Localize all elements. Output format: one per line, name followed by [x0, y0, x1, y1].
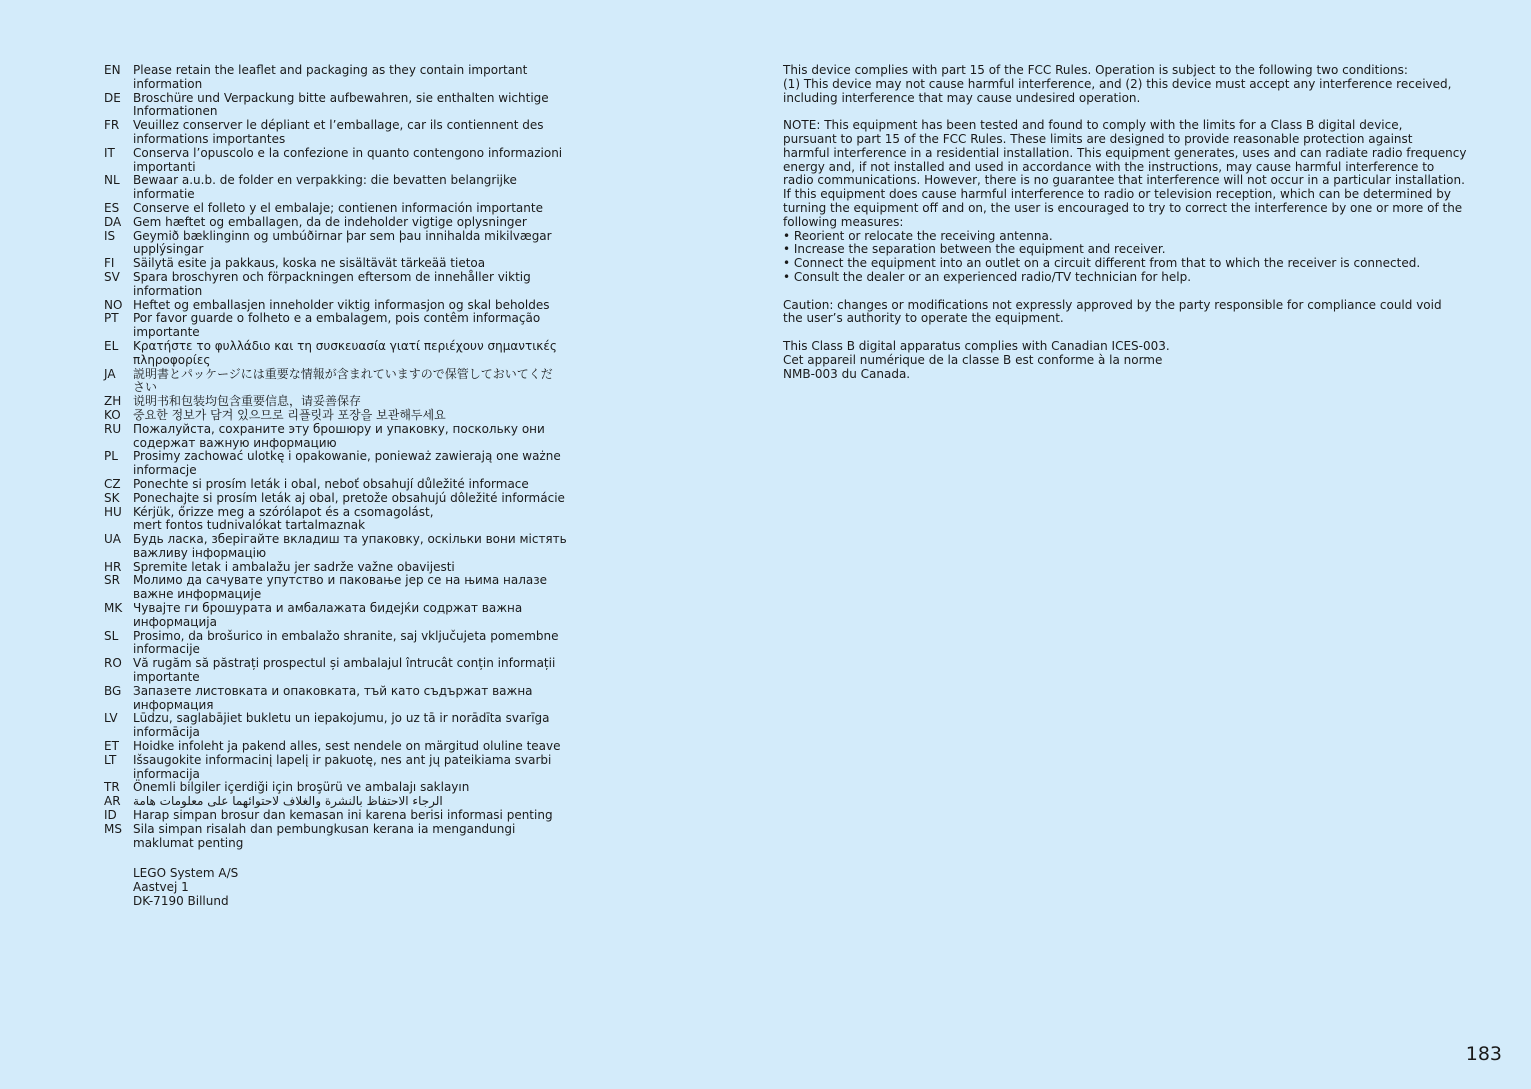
language-code: IS: [104, 228, 116, 243]
language-code: ID: [104, 808, 117, 823]
language-text: Spremite letak i ambalažu jer sadrže važne obavijesti: [133, 559, 455, 574]
language-row: [104, 602, 574, 630]
address-street: Aastvej 1: [133, 880, 189, 895]
language-text: Säilytä esite ja pakkaus, koska ne sisältävät tärkeää tietoa: [133, 256, 486, 271]
language-row: [104, 202, 574, 216]
language-row: [104, 561, 574, 575]
language-text: Κρατήστε το φυλλάδιο και τη συσκευασία γιατί περιέχουν σημαντικές πληροφορίες: [133, 338, 557, 367]
language-row: [104, 506, 574, 534]
language-code: RU: [104, 421, 122, 436]
language-notices: [104, 64, 574, 909]
language-code: NO: [104, 297, 123, 312]
page-number: 183: [1465, 1043, 1502, 1065]
language-text: Spara broschyren och förpackningen eftersom de innehåller viktig information: [133, 269, 531, 298]
language-row: [104, 781, 574, 795]
language-text: Önemli bilgiler içerdiği için broşürü ve ambalajı saklayın: [133, 780, 470, 795]
language-text: Чувајте ги брошурата и амбалажата бидејќи содржат важна информација: [133, 601, 523, 629]
language-code: HU: [104, 504, 122, 519]
language-code: EN: [104, 63, 121, 77]
language-text: 중요한 정보가 담겨 있으므로 리플릿과 포장을 보관해두세요: [133, 407, 446, 422]
language-code: ET: [104, 739, 119, 754]
language-text: Gem hæftet og emballagen, da de indeholder vigtige oplysninger: [133, 214, 527, 229]
language-code: PT: [104, 311, 119, 326]
language-code: SR: [104, 573, 120, 588]
language-text: Harap simpan brosur dan kemasan ini karena berisi informasi penting: [133, 808, 553, 823]
language-text: Ponechte si prosím leták i obal, neboť obsahují důležité informace: [133, 476, 529, 491]
language-code: UA: [104, 532, 121, 547]
language-text: Broschüre und Verpackung bitte aufbewahren, sie enthalten wichtige Informationen: [133, 90, 549, 119]
language-row: [104, 795, 574, 809]
language-row: [104, 823, 574, 851]
language-text: Bewaar a.u.b. de folder en verpakking: die bevatten belangrijke informatie: [133, 173, 517, 202]
language-row: [104, 368, 574, 396]
language-row: [104, 340, 574, 368]
language-code: AR: [104, 794, 121, 809]
language-row: [104, 657, 574, 685]
language-text: Ponechajte si prosím leták aj obal, pretože obsahujú dôležité informácie: [133, 490, 565, 505]
language-row: [104, 712, 574, 740]
language-text: Пожалуйста, сохраните эту брошюру и упаковку, поскольку они содержат важную информацию: [133, 421, 545, 450]
language-code: LT: [104, 752, 117, 767]
language-code: TR: [104, 780, 120, 795]
language-row: [104, 533, 574, 561]
language-row: [104, 216, 574, 230]
language-text: Please retain the leaflet and packaging as they contain important information: [133, 63, 528, 91]
language-code: EL: [104, 338, 119, 353]
language-row: [104, 478, 574, 492]
language-code: ES: [104, 200, 120, 215]
address-company: LEGO System A/S: [133, 866, 239, 881]
caution-statement: Caution: changes or modifications not expressly approved by the party responsible for compliance could void the user’s authority to operate the equipment.: [783, 297, 1442, 326]
language-row: [104, 147, 574, 175]
compliance-statements: [783, 64, 1483, 395]
language-row: [104, 257, 574, 271]
address-city: DK-7190 Billund: [133, 894, 229, 909]
language-code: FI: [104, 256, 115, 271]
language-row: [104, 271, 574, 299]
language-code: FR: [104, 118, 120, 133]
language-text: Conserve el folleto y el embalaje; contienen información importante: [133, 200, 543, 215]
language-code: SK: [104, 490, 120, 505]
fcc-note: NOTE: This equipment has been tested and found to comply with the limits for a Class B digital device, pursuant to part 15 of the FCC Rules. These limits are designed to provide reasonable protection against harmful interference in a residential installation. This equipment generates, uses and can radiate radio frequency energy and, if not installed and used in accordance with the instructions, may cause harmful interference to radio communications. However, there is no guarantee that interference will not occur in a particular installation. If this equipment does cause harmful interference to radio or television reception, which can be determined by turning the equipment off and on, the user is encouraged to try to correct the interference by one or more of the following measures: • Reorient or relocate the receiving antenna. • Increase the separation between the equipment and receiver. • Connect the equipment into an outlet on a circuit different from that to which the receiver is connected. • Consult the dealer or an experienced radio/TV technician for help.: [783, 118, 1467, 284]
fcc-statement: This device complies with part 15 of the FCC Rules. Operation is subject to the following two conditions: (1) This device may not cause harmful interference, and (2) this device must accept any interference received, including interference that may cause undesired operation.: [783, 63, 1452, 105]
language-row: [104, 174, 574, 202]
language-row: [104, 809, 574, 823]
language-row: [104, 312, 574, 340]
language-text: Veuillez conserver le dépliant et l’emballage, car ils contiennent des informations importantes: [133, 118, 544, 146]
language-row: [104, 630, 574, 658]
language-list: [104, 64, 574, 850]
language-code: BG: [104, 683, 122, 698]
language-text: 说明书和包装均包含重要信息，请妥善保存: [133, 394, 362, 409]
language-code: PL: [104, 449, 118, 464]
language-row: [104, 492, 574, 506]
language-code: LV: [104, 711, 118, 726]
manufacturer-address: [133, 867, 574, 908]
language-text: Будь ласка, зберігайте вкладиш та упаковку, оскільки вони містять важливу інформацію: [133, 532, 567, 560]
language-text: Geymið bæklinginn og umbúðirnar þar sem þau innihalda mikilvægar upplýsingar: [133, 228, 552, 257]
language-row: [104, 64, 574, 92]
language-code: HR: [104, 559, 122, 574]
language-code: ZH: [104, 394, 122, 409]
language-row: [104, 740, 574, 754]
language-code: IT: [104, 145, 115, 160]
language-text: Por favor guarde o folheto e a embalagem, pois contêm informação importante: [133, 311, 541, 340]
language-row: [104, 423, 574, 451]
language-code: DA: [104, 214, 122, 229]
language-text: Conserva l’opuscolo e la confezione in quanto contengono informazioni importanti: [133, 145, 563, 174]
language-text: Kérjük, őrizze meg a szórólapot és a csomagolást, mert fontos tudnivalókat tartalmaznak: [133, 504, 434, 533]
language-row: [104, 574, 574, 602]
canada-statement: This Class B digital apparatus complies with Canadian ICES-003. Cet appareil numérique de la classe B est conforme à la norme NMB-003 du Canada.: [783, 338, 1170, 381]
language-code: JA: [104, 366, 116, 381]
language-row: [104, 119, 574, 147]
language-text: Запазете листовката и опаковката, тъй като съдържат важна информация: [133, 683, 533, 712]
language-row: [104, 450, 574, 478]
language-text: Hoidke infoleht ja pakend alles, sest nendele on märgitud oluline teave: [133, 739, 561, 754]
language-text: Išsaugokite informacinį lapelį ir pakuotę, nes ant jų pateikiama svarbi informacija: [133, 752, 552, 781]
language-row: [104, 299, 574, 313]
language-row: [104, 754, 574, 782]
language-code: SL: [104, 628, 119, 643]
language-code: NL: [104, 173, 120, 188]
language-row: [104, 230, 574, 258]
language-code: MK: [104, 601, 123, 616]
language-text: Vă rugăm să păstrați prospectul și ambalajul întrucât conțin informații importante: [133, 656, 556, 685]
language-code: CZ: [104, 476, 121, 491]
language-text: Молимо да сачувате упутство и паковање јер се на њима налазе важне информације: [133, 573, 547, 602]
language-text: Heftet og emballasjen inneholder viktig informasjon og skal beholdes: [133, 297, 550, 312]
language-row: [104, 685, 574, 713]
language-code: MS: [104, 821, 122, 836]
language-row: [104, 92, 574, 120]
language-text: Sila simpan risalah dan pembungkusan kerana ia mengandungi maklumat penting: [133, 821, 516, 850]
language-text: Prosimy zachować ulotkę i opakowanie, ponieważ zawierają one ważne informacje: [133, 449, 561, 478]
language-text: الرجاء الاحتفاظ بالنشرة والغلاف لاحتوائهما على معلومات هامة: [133, 794, 443, 809]
language-code: DE: [104, 90, 121, 105]
language-text: Lūdzu, saglabājiet bukletu un iepakojumu, jo uz tā ir norādīta svarīga informācija: [133, 711, 550, 740]
language-row: [104, 409, 574, 423]
language-code: RO: [104, 656, 122, 671]
language-row: [104, 395, 574, 409]
language-code: SV: [104, 269, 120, 284]
language-text: Prosimo, da brošurico in embalažo shranite, saj vključujeta pomembne informacije: [133, 628, 559, 657]
language-text: 説明書とパッケージには重要な情報が含まれていますので保管しておいてくだ さい: [133, 366, 553, 395]
language-code: KO: [104, 407, 121, 422]
